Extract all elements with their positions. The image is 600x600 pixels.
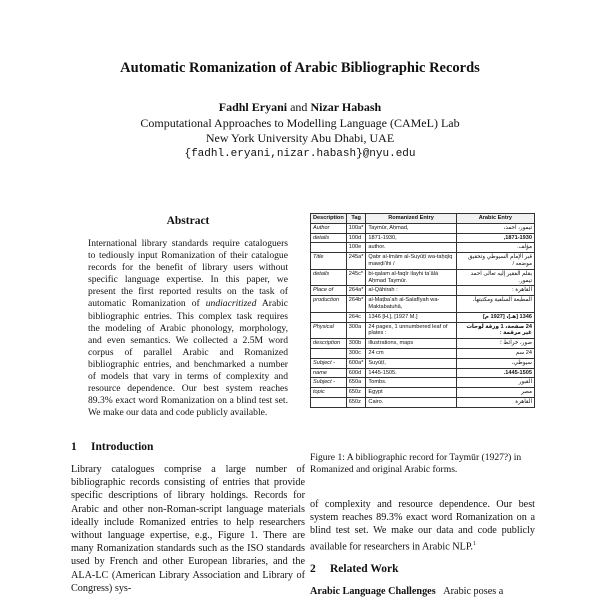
table-row (311, 296, 535, 313)
cell-description: Author (311, 223, 347, 233)
cell-arabic: القاهرة (456, 397, 534, 407)
cell-tag: 650a (346, 378, 366, 388)
author-conjunction: and (290, 100, 308, 114)
cell-romanized: al-Maṭbaʻah al-Salafīyah wa-Maktabatuhā, (366, 296, 456, 313)
author-names (0, 100, 600, 116)
cell-arabic: مصر (456, 388, 534, 398)
table-row (311, 243, 535, 253)
cell-romanized: Cairo. (366, 397, 456, 407)
table-row (311, 312, 535, 322)
cell-description: Title (311, 253, 347, 270)
figure-caption: Figure 1: A bibliographic record for Taymūr (1927?) in Romanized and original Arabic forms. (310, 452, 522, 475)
abstract-text-part2: Arabic bibliographic entries. This complex task requires the modeling of Arabic phonology, morphology, and even semantics. We collected a 2.5M word corpus of parallel Arabic and Romanized bibliographic entries, and benchmarked a number of models that vary in terms of complexity and resource dependence. Our best system reaches 89.3% exact word Romanization on a blind test set. We make our data and code publicly available. (88, 298, 288, 419)
cell-arabic: 1871-1930, (456, 233, 534, 243)
related-subheading: Arabic Language Challenges (310, 586, 436, 597)
cell-description: production (311, 296, 347, 313)
bibliographic-record-table (310, 213, 535, 408)
author-2: Nizar Habash (310, 100, 382, 114)
footnote-mark: 1 (472, 540, 476, 547)
cell-romanized: bi-qalam al-faqīr ilayhi taʻālá Aḥmad Taymūr. (366, 269, 456, 286)
cell-romanized: Egypt (366, 388, 456, 398)
cell-arabic: بقلم الفقير إليه تعالى احمد تيمور. (456, 269, 534, 286)
cell-arabic: تيمور، احمد، (456, 223, 534, 233)
table-row (311, 223, 535, 233)
cell-tag: 264c (346, 312, 366, 322)
cell-description: Subject - (311, 378, 347, 388)
cell-description: name (311, 368, 347, 378)
cell-arabic: 24 سم (456, 348, 534, 358)
cell-tag: 600a* (346, 358, 366, 368)
cell-description: details (311, 233, 347, 243)
table-row (311, 378, 535, 388)
table-row (311, 253, 535, 270)
cell-tag: 300c (346, 348, 366, 358)
cell-tag: 100e (346, 243, 366, 253)
author-1: Fadhl Eryani (218, 100, 288, 114)
table-row (311, 322, 535, 339)
cell-description (311, 312, 347, 322)
related-text: Arabic poses a (443, 586, 504, 597)
cell-arabic: قبر الإمام السيوطي وتحقيق موضعه / (456, 253, 534, 270)
abstract-heading: Abstract (166, 215, 210, 227)
cell-arabic: 1346 [هـ]، [1927 م] (456, 312, 534, 322)
cell-tag: 245a* (346, 253, 366, 270)
cell-romanized: author. (366, 243, 456, 253)
cell-tag: 650z (346, 388, 366, 398)
cell-arabic: 1445-1505. (456, 368, 534, 378)
cell-tag: 264a* (346, 286, 366, 296)
cell-arabic: سيوطي، (456, 358, 534, 368)
cell-romanized: Taymūr, Aḥmad, (366, 223, 456, 233)
cell-romanized: 1346 [H.], [1927 M.] (366, 312, 456, 322)
intro-continuation-text: of complexity and resource dependence. Our best system reaches 89.3% exact word Romanization on a blind test set. We make our data and code publicly available for researchers in Arabic NLP. (310, 499, 535, 552)
introduction-body: Library catalogues comprise a large number of bibliographic records consisting of entries that provide specific descriptions of library holdings. Records for Arabic and other non-Roman-script language materials ideally include Romanized entries to help researchers without language expertise, e.g., Figure 1. There are many Romanization standards such as the ISO standards used by French and other European libraries, and the ALA-LC (American Library Association and Library of Congress) sys- (71, 464, 305, 594)
section-1-title: Introduction (91, 441, 154, 453)
table-row (311, 269, 535, 286)
intro-continuation (310, 498, 535, 553)
header-description: Description (311, 214, 347, 224)
abstract-body (88, 238, 288, 419)
cell-description: Subject - (311, 358, 347, 368)
related-work-body (310, 585, 535, 598)
cell-description (311, 397, 347, 407)
table-header-row (311, 214, 535, 224)
author-emails: {fadhl.eryani,nizar.habash}@nyu.edu (184, 147, 416, 160)
table-row (311, 368, 535, 378)
cell-arabic: 24 صفحة، 1 ورقة لوحات غير مرقمة : (456, 322, 534, 339)
cell-romanized: 1871-1930, (366, 233, 456, 243)
cell-description: Physical (311, 322, 347, 339)
cell-arabic: القاهرة : (456, 286, 534, 296)
cell-arabic: القبور (456, 378, 534, 388)
section-1-heading (71, 441, 153, 453)
paper-title: Automatic Romanization of Arabic Bibliographic Records (120, 60, 480, 76)
cell-romanized: Suyūṭī, (366, 358, 456, 368)
header-romanized: Romanized Entry (366, 214, 456, 224)
cell-romanized: 1445-1505. (366, 368, 456, 378)
affiliation-university: New York University Abu Dhabi, UAE (205, 131, 395, 145)
cell-description: topic (311, 388, 347, 398)
cell-tag: 600d (346, 368, 366, 378)
section-2-heading (310, 563, 398, 575)
header-tag: Tag (346, 214, 366, 224)
abstract-emphasis: undiacritized (205, 298, 257, 310)
cell-description: description (311, 339, 347, 349)
section-2-number: 2 (310, 563, 316, 575)
author-block (0, 100, 600, 162)
cell-tag: 300b (346, 339, 366, 349)
header-arabic: Arabic Entry (456, 214, 534, 224)
cell-tag: 100d (346, 233, 366, 243)
cell-romanized: Qabr al-Imām al-Suyūṭī wa-taḥqīq mawḍiʻihi / (366, 253, 456, 270)
table-row (311, 397, 535, 407)
cell-romanized: 24 pages, 1 unnumbered leaf of plates : (366, 322, 456, 339)
cell-tag: 245c* (346, 269, 366, 286)
cell-description (311, 243, 347, 253)
cell-tag: 650z (346, 397, 366, 407)
table-row (311, 348, 535, 358)
cell-tag: 264b* (346, 296, 366, 313)
cell-arabic: صور، خرائط ؛ (456, 339, 534, 349)
section-2-title: Related Work (330, 563, 399, 575)
table-row (311, 233, 535, 243)
cell-romanized: al-Qāhirah : (366, 286, 456, 296)
affiliation-lab: Computational Approaches to Modelling Language (CAMeL) Lab (140, 115, 460, 130)
cell-arabic: المطبعة السلفية ومكتبتها، (456, 296, 534, 313)
table-row (311, 358, 535, 368)
cell-romanized: illustrations, maps (366, 339, 456, 349)
cell-description: Place of (311, 286, 347, 296)
cell-description (311, 348, 347, 358)
table-row (311, 286, 535, 296)
cell-arabic: مؤلف. (456, 243, 534, 253)
cell-romanized: Tombs. (366, 378, 456, 388)
cell-tag: 300a (346, 322, 366, 339)
section-1-number: 1 (71, 441, 77, 453)
cell-romanized: 24 cm (366, 348, 456, 358)
cell-tag: 100a* (346, 223, 366, 233)
abstract-text-part1: International library standards require cataloguers to tediously input Romanization of their catalogue records for the benefit of library users without specific language expertise. In this paper, we present the first reported results on the task of automatic Romanization of (88, 238, 288, 310)
cell-description: details (311, 269, 347, 286)
table-row (311, 388, 535, 398)
table-row (311, 339, 535, 349)
